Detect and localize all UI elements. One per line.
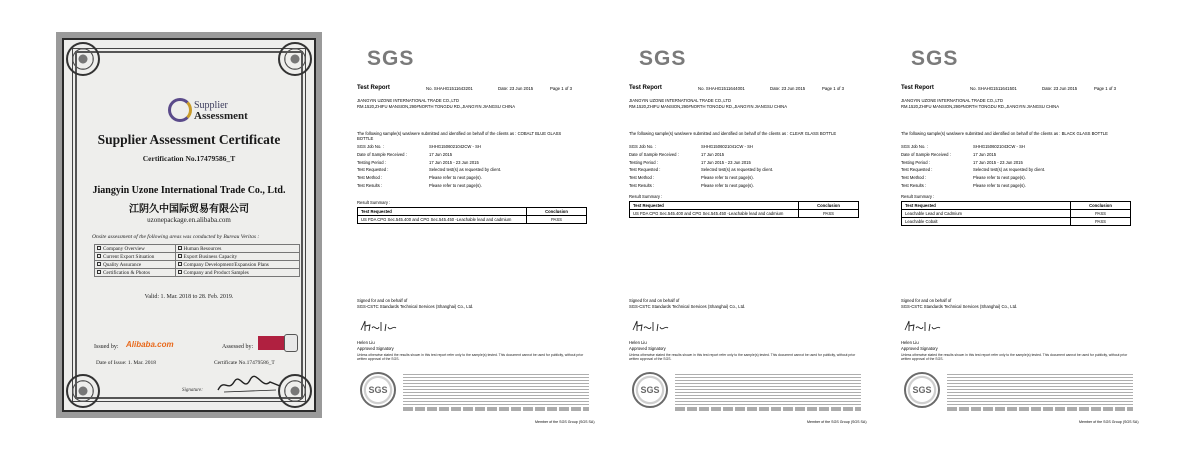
certificate-number-footer: Certificate No.17479586_T [214,360,275,366]
field-row: Test Results : Please refer to next page(s). [357,182,482,188]
table-row [95,261,300,269]
supplier-assessment-certificate [56,32,322,418]
area-cell: Current Export Situation [95,253,176,261]
result-summary-table [901,201,1131,226]
company-name: Jiangyin Uzone International Trade Co., Ltd. [92,185,286,196]
report-note: Unless otherwise stated the results shown in this test report refer only to the sample(s) tested. This document cannot be used for publicity, without prior written approval of the SGS. [629,353,856,362]
certificate-title: Supplier Assessment Certificate [97,132,281,147]
corner-ornament-icon [278,42,312,76]
table-header-row [358,208,587,216]
table-row [95,245,300,253]
checkbox-icon [97,246,101,250]
conclusion-cell: PASS [799,210,859,218]
client-name: JIANGYIN UZONE INTERNATIONAL TRADE CO.,LTD [629,98,731,103]
column-header: Conclusion [527,208,587,216]
client-address: RM.1520,ZHIFU MANSION,290#NORTH TONGDU RD.,JIANGYIN JIANGSU CHINA [629,104,787,109]
table-header-row [902,202,1131,210]
test-cell: US FDA CPG Sec.545.400 and CPG Sec.545.450 -Leachable lead and cadmium [358,216,527,224]
conclusion-cell: PASS [527,216,587,224]
sgs-seal-icon [904,372,940,408]
checkbox-icon [97,262,101,266]
field-row: Test Method : Please refer to next page(s). [901,175,1026,181]
member-text: Member of the SGS Group (SGS SA) [1079,420,1139,424]
result-summary-label: Result Summary : [357,200,391,205]
table-row [902,218,1131,226]
column-header: Test Requested [358,208,527,216]
seal-text: SGS [368,385,388,395]
report-page: Page 1 of 3 [1094,86,1116,91]
field-row: Testing Period : 17 Jun 2015 - 23 Jun 2015 [901,159,1023,165]
column-header: Test Requested [902,202,1071,210]
report-number: No. SHAHG1511644001 [698,86,745,91]
contact-line [403,407,589,411]
report-fields [629,144,859,191]
report-number: No. SHAHG1511643201 [426,86,473,91]
alibaba-logo: Alibaba.com [126,340,174,349]
signatory-name: Helen Liu [629,340,647,345]
signed-line-2: SGS-CSTC Standards Technical Services (Shanghai) Co., Ltd. [901,304,1018,309]
fine-print-block [675,372,861,406]
table-row [630,210,859,218]
helen-liu-signature-icon [903,318,943,334]
checkbox-icon [178,270,182,274]
report-page: Page 1 of 3 [822,86,844,91]
signatory-title: Approved Signatory [901,346,938,351]
report-title: Test Report [901,85,934,91]
conclusion-cell: PASS [1071,210,1131,218]
field-row: Testing Period : 17 Jun 2015 - 23 Jun 2015 [357,159,479,165]
report-fields [901,144,1131,191]
report-header [629,85,867,95]
report-number: No. SHAHG1511641501 [970,86,1017,91]
bureau-veritas-seal-icon [284,334,298,352]
validity-period: Valid: 1. Mar. 2018 to 28. Feb. 2019. [144,294,234,300]
report-header [901,85,1139,95]
area-cell: Export Business Capacity [175,253,299,261]
sgs-test-report-black [901,40,1139,430]
signed-line-2: SGS-CSTC Standards Technical Services (Shanghai) Co., Ltd. [629,304,746,309]
assessment-areas-table [94,244,300,277]
logo-text-supplier: Supplier [194,100,228,111]
table-row [95,269,300,277]
report-fields [357,144,587,191]
date-of-issue: Date of Issue: 1. Mar. 2018 [96,360,157,366]
corner-ornament-icon [66,374,100,408]
result-summary-table [629,201,859,218]
company-name-chinese: 江阴久中国际贸易有限公司 [129,204,249,215]
helen-liu-signature-icon [631,318,671,334]
area-cell: Quality Assurance [95,261,176,269]
field-row: SGS Job No. : SHHG1506021043CW - SH [901,144,1025,149]
issued-by-label: Issued by: [94,344,119,350]
area-cell: Human Resources [175,245,299,253]
field-row: Test Results : Please refer to next page(s). [901,182,1026,188]
field-row: Test Requested : Selected test(s) as requested by client. [629,167,774,173]
fine-print-block [947,372,1133,406]
signature-label: Signature: [182,388,203,393]
field-row: SGS Job No. : SHHG1506021041CW - SH [629,144,753,149]
sgs-seal-icon [360,372,396,408]
member-text: Member of the SGS Group (SGS SA) [807,420,867,424]
sgs-seal-icon [632,372,668,408]
table-row [902,210,1131,218]
field-row: Test Requested : Selected test(s) as requested by client. [357,167,502,173]
certificate-paper [62,38,316,412]
field-row: Date of Sample Received : 17 Jun 2015 [629,151,725,157]
column-header: Conclusion [799,202,859,210]
field-row: Test Method : Please refer to next page(s). [357,175,482,181]
sgs-test-report-clear [629,40,867,430]
result-summary-label: Result Summary : [629,194,663,199]
checkbox-icon [178,262,182,266]
sample-intro: The following sample(s) was/were submitted and identified on behalf of the clients as : COBALT BLUE GLASS BOTTLE [357,131,562,141]
report-title: Test Report [629,85,662,91]
report-header [357,85,595,95]
checkbox-icon [97,254,101,258]
field-row: Date of Sample Received : 17 Jun 2015 [357,151,453,157]
sample-intro: The following sample(s) was/were submitted and identified on behalf of the clients as : CLEAR GLASS BOTTLE [629,131,837,136]
sgs-logo: SGS [639,47,687,70]
result-summary-table [357,207,587,224]
assessed-by-label: Assessed by: [222,344,254,350]
column-header: Conclusion [1071,202,1131,210]
signed-line-1: Signed for and on behalf of [901,298,952,303]
corner-ornament-icon [66,42,100,76]
field-row: Date of Sample Received : 17 Jun 2015 [901,151,997,157]
client-name: JIANGYIN UZONE INTERNATIONAL TRADE CO.,LTD [901,98,1003,103]
onsite-assessment-text: Onsite assessment of the following areas was conducted by Bureau Veritas : [92,234,260,240]
member-text: Member of the SGS Group (SGS SA) [535,420,595,424]
logo-text-assessment: Assessment [194,110,248,122]
checkbox-icon [97,270,101,274]
report-page: Page 1 of 3 [550,86,572,91]
report-note: Unless otherwise stated the results shown in this test report refer only to the sample(s) tested. This document cannot be used for publicity, without prior written approval of the SGS. [357,353,584,362]
field-row: Test Results : Please refer to next page(s). [629,182,754,188]
client-address: RM.1520,ZHIFU MANSION,290#NORTH TONGDU RD.,JIANGYIN JIANGSU CHINA [901,104,1059,109]
table-row [95,253,300,261]
report-title: Test Report [357,85,390,91]
report-date: Date: 23 Jun 2015 [498,86,534,91]
seal-text: SGS [640,385,660,395]
field-row: Testing Period : 17 Jun 2015 - 23 Jun 2015 [629,159,751,165]
test-cell: Leachable Cobalt [902,218,1071,226]
client-address: RM.1520,ZHIFU MANSION,290#NORTH TONGDU RD.,JIANGYIN JIANGSU CHINA [357,104,515,109]
test-cell: US FDA CPG Sec.545.400 and CPG Sec.545.450 -Leachable lead and cadmium [630,210,799,218]
contact-line [675,407,861,411]
certificate-signature-icon [214,374,284,396]
signed-line-1: Signed for and on behalf of [629,298,680,303]
sgs-test-report-cobalt [357,40,595,430]
field-row: Test Requested : Selected test(s) as requested by client. [901,167,1046,173]
table-row [358,216,587,224]
report-date: Date: 23 Jun 2015 [1042,86,1078,91]
client-name: JIANGYIN UZONE INTERNATIONAL TRADE CO.,LTD [357,98,459,103]
column-header: Test Requested [630,202,799,210]
field-row: Test Method : Please refer to next page(s). [629,175,754,181]
test-cell: Leachable Lead and Cadmium [902,210,1071,218]
checkbox-icon [178,254,182,258]
area-cell: Company Overview [95,245,176,253]
area-cell: Certification & Photos [95,269,176,277]
fine-print-block [403,372,589,406]
company-website: uzonepackage.en.alibaba.com [147,216,231,224]
supplier-assessment-logo-icon [168,98,192,122]
result-summary-label: Result Summary : [901,194,935,199]
conclusion-cell: PASS [1071,218,1131,226]
signed-line-2: SGS-CSTC Standards Technical Services (Shanghai) Co., Ltd. [357,304,474,309]
field-row: SGS Job No. : SHHG1506021042CW - SH [357,144,481,149]
signed-line-1: Signed for and on behalf of [357,298,408,303]
contact-line [947,407,1133,411]
table-header-row [630,202,859,210]
signatory-title: Approved Signatory [357,346,394,351]
checkbox-icon [178,246,182,250]
sample-intro: The following sample(s) was/were submitted and identified on behalf of the clients as : BLACK GLASS BOTTLE [901,131,1108,136]
helen-liu-signature-icon [359,318,399,334]
signatory-name: Helen Liu [901,340,919,345]
sgs-logo: SGS [911,47,959,70]
seal-text: SGS [912,385,932,395]
report-note: Unless otherwise stated the results shown in this test report refer only to the sample(s) tested. This document cannot be used for publicity, without prior written approval of the SGS. [901,353,1128,362]
signatory-title: Approved Signatory [629,346,666,351]
area-cell: Company and Product Samples [175,269,299,277]
report-date: Date: 23 Jun 2015 [770,86,806,91]
certification-number: Certification No.17479586_T [142,154,236,163]
area-cell: Company Development/Expansion Plans [175,261,299,269]
signatory-name: Helen Liu [357,340,375,345]
sgs-logo: SGS [367,47,415,70]
